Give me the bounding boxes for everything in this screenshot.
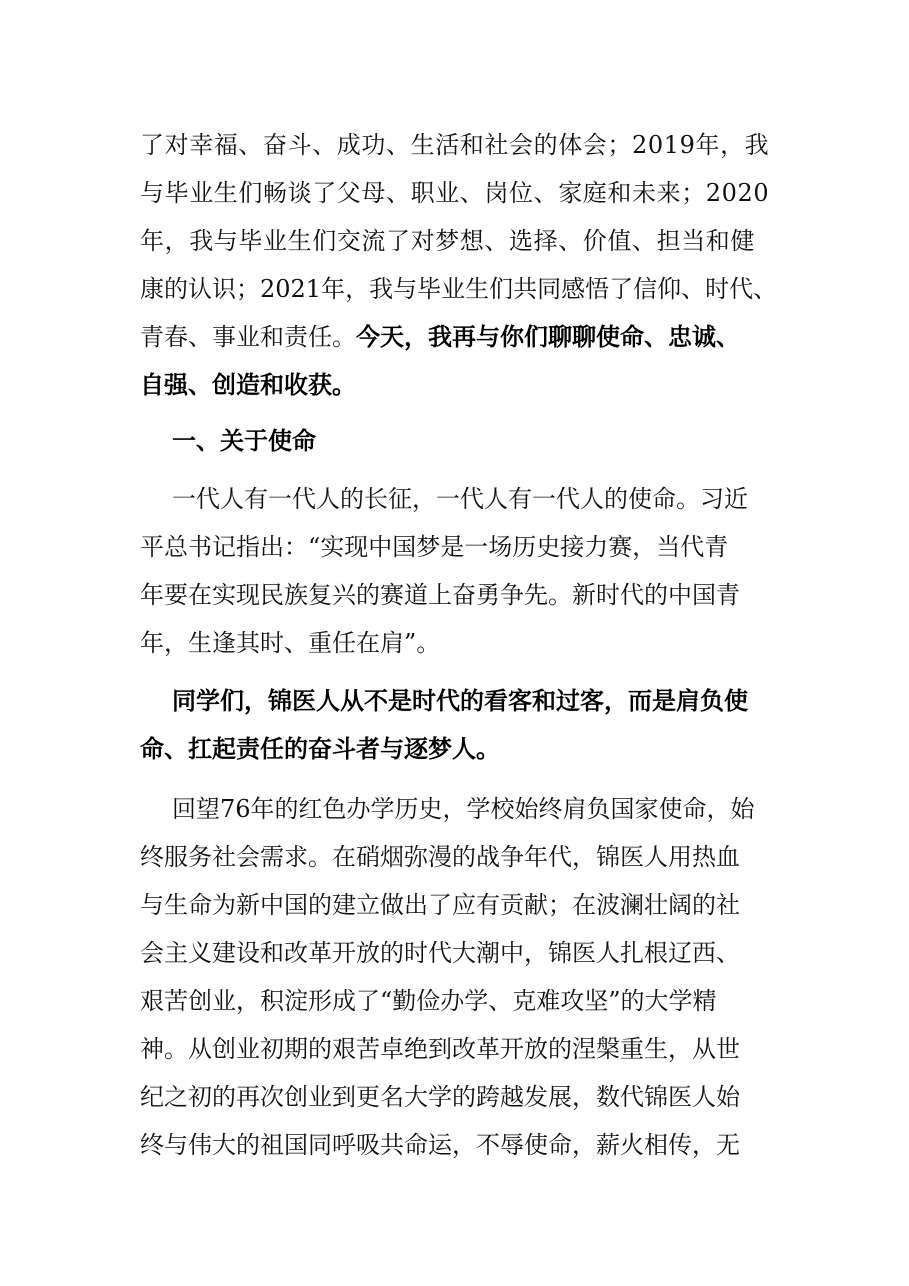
paragraph-line: 了对幸福、奋斗、成功、生活和社会的体会；2019年，我 — [140, 131, 770, 159]
paragraph-line: 会主义建设和改革开放的时代大潮中，锦医人扎根辽西、 — [140, 939, 740, 967]
paragraph-line: 回望76年的红色办学历史，学校始终肩负国家使命，始 — [172, 795, 755, 823]
paragraph-line: 康的认识；2021年，我与毕业生们共同感悟了信仰、时代、 — [140, 275, 778, 303]
emphasis-line: 自强、创造和收获。 — [140, 371, 356, 399]
paragraph-line: 年，我与毕业生们交流了对梦想、选择、价值、担当和健 — [140, 227, 755, 255]
paragraph-line — [140, 320, 740, 354]
paragraph-text: 青春、事业和责任。 — [140, 323, 356, 351]
section-heading: 一、关于使命 — [172, 427, 316, 455]
paragraph-line: 终与伟大的祖国同呼吸共命运，不辱使命，薪火相传，无 — [140, 1131, 740, 1159]
paragraph-line: 年要在实现民族复兴的赛道上奋勇争先。新时代的中国青 — [140, 581, 740, 609]
paragraph-line: 与毕业生们畅谈了父母、职业、岗位、家庭和未来；2020 — [140, 179, 770, 207]
paragraph-line: 平总书记指出：“实现中国梦是一场历史接力赛，当代青 — [140, 533, 729, 561]
paragraph-line: 年，生逢其时、重任在肩”。 — [140, 629, 441, 657]
paragraph-line: 纪之初的再次创业到更名大学的跨越发展，数代锦医人始 — [140, 1083, 740, 1111]
paragraph-line: 终服务社会需求。在硝烟弥漫的战争年代，锦医人用热血 — [140, 843, 740, 871]
emphasis-text: 今天，我再与你们聊聊使命、忠诚、 — [356, 323, 740, 351]
paragraph-line: 与生命为新中国的建立做出了应有贡献；在波澜壮阔的社 — [140, 891, 740, 919]
paragraph-line: 一代人有一代人的长征，一代人有一代人的使命。习近 — [172, 485, 748, 513]
emphasis-line: 命、扛起责任的奋斗者与逐梦人。 — [140, 735, 500, 763]
paragraph-line: 艰苦创业，积淀形成了“勤俭办学、克难攻坚”的大学精 — [140, 987, 717, 1015]
emphasis-line: 同学们，锦医人从不是时代的看客和过客，而是肩负使 — [172, 687, 748, 715]
paragraph-line: 神。从创业初期的艰苦卓绝到改革开放的涅槃重生，从世 — [140, 1035, 740, 1063]
